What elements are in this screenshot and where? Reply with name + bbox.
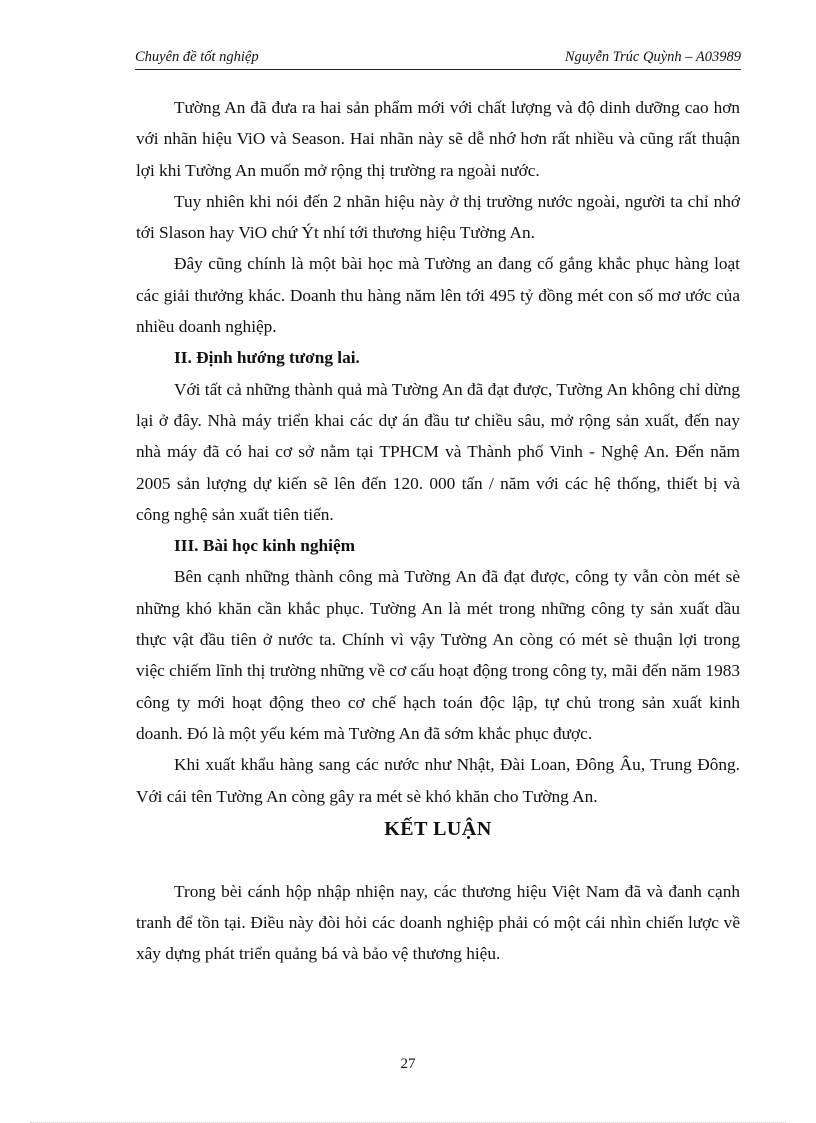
- page-number: 27: [400, 1056, 416, 1072]
- paragraph: Tường An đã đưa ra hai sản phẩm mới với chất lượng và độ dinh dưỡng cao hơn với nhãn hiệu ViO và Season. Hai nhãn này sẽ dễ nhớ hơn rất nhiều và cũng rất thuận lợi khi Tường An muốn mở rộng thị trường ra ngoài nước.: [136, 98, 740, 180]
- author-id: Nguyễn Trúc Quỳnh – A03989: [564, 49, 741, 65]
- section-heading: III. Bài học kinh nghiệm: [174, 536, 356, 556]
- section-heading: II. Định hướng tương lai.: [174, 348, 360, 368]
- paragraph: Tuy nhiên khi nói đến 2 nhãn hiệu này ở thị trường nước ngoài, người ta chỉ nhớ tới Slason hay ViO chứ Ýt nhí tới thương hiệu Tường An.: [136, 191, 740, 243]
- page-header: [135, 47, 741, 70]
- paragraph: Khi xuất khẩu hàng sang các nước như Nhật, Đài Loan, Đông Âu, Trung Đông. Với cái tên Tường An còng gây ra mét sè khó khăn cho Tường An.: [136, 755, 740, 806]
- spacer: [136, 846, 740, 876]
- paragraph: Với tất cả những thành quả mà Tường An đã đạt được, Tường An không chỉ dừng lại ở đây. Nhà máy triển khai các dự án đầu tư chiều sâu, mở rộng sản xuất, đến nay nhà máy đã có hai cơ sở nằm tại TPHCM và Thành phố Vinh - Nghệ An. Đến năm 2005 sản lượng dự kiến sẽ lên đến 120. 000 tấn / năm với các hệ thống, thiết bị và công nghệ sản xuất tiên tiến.: [136, 379, 740, 524]
- document-title: Chuyên đề tốt nghiệp: [135, 49, 259, 65]
- paragraph: Bên cạnh những thành công mà Tường An đã đạt được, công ty vẫn còn mét sè những khó khăn cần khắc phục. Tường An là mét trong những công ty sản xuất dầu thực vật đầu tiên ở nước ta. Chính vì vậy Tường An còng có mét sè thuận lợi trong việc chiếm lĩnh thị trường những về cơ cấu hoạt động trong công ty, mãi đến năm 1983 công ty mới hoạt động theo cơ chế hạch toán độc lập, tự chủ trong sản xuất kinh doanh. Đó là một yếu kém mà Tường An đã sớm khắc phục được.: [136, 567, 740, 743]
- paragraph: Đây cũng chính là một bài học mà Tường an đang cố gắng khắc phục hàng loạt các giải thưởng khác. Doanh thu hàng năm lên tới 495 tỷ đồng mét con số mơ ước của nhiều doanh nghiệp.: [136, 254, 740, 337]
- paragraph: Trong bèi cánh hộp nhập nhiện nay, các thương hiệu Việt Nam đã và đanh cạnh tranh để tồn tại. Điều này đòi hỏi các doanh nghiệp phải có một cái nhìn chiến lược về xây dựng phát triển quảng bá và bảo vệ thương hiệu.: [136, 881, 740, 964]
- page-body: [136, 92, 740, 970]
- conclusion-heading: KẾT LUẬN: [384, 817, 492, 840]
